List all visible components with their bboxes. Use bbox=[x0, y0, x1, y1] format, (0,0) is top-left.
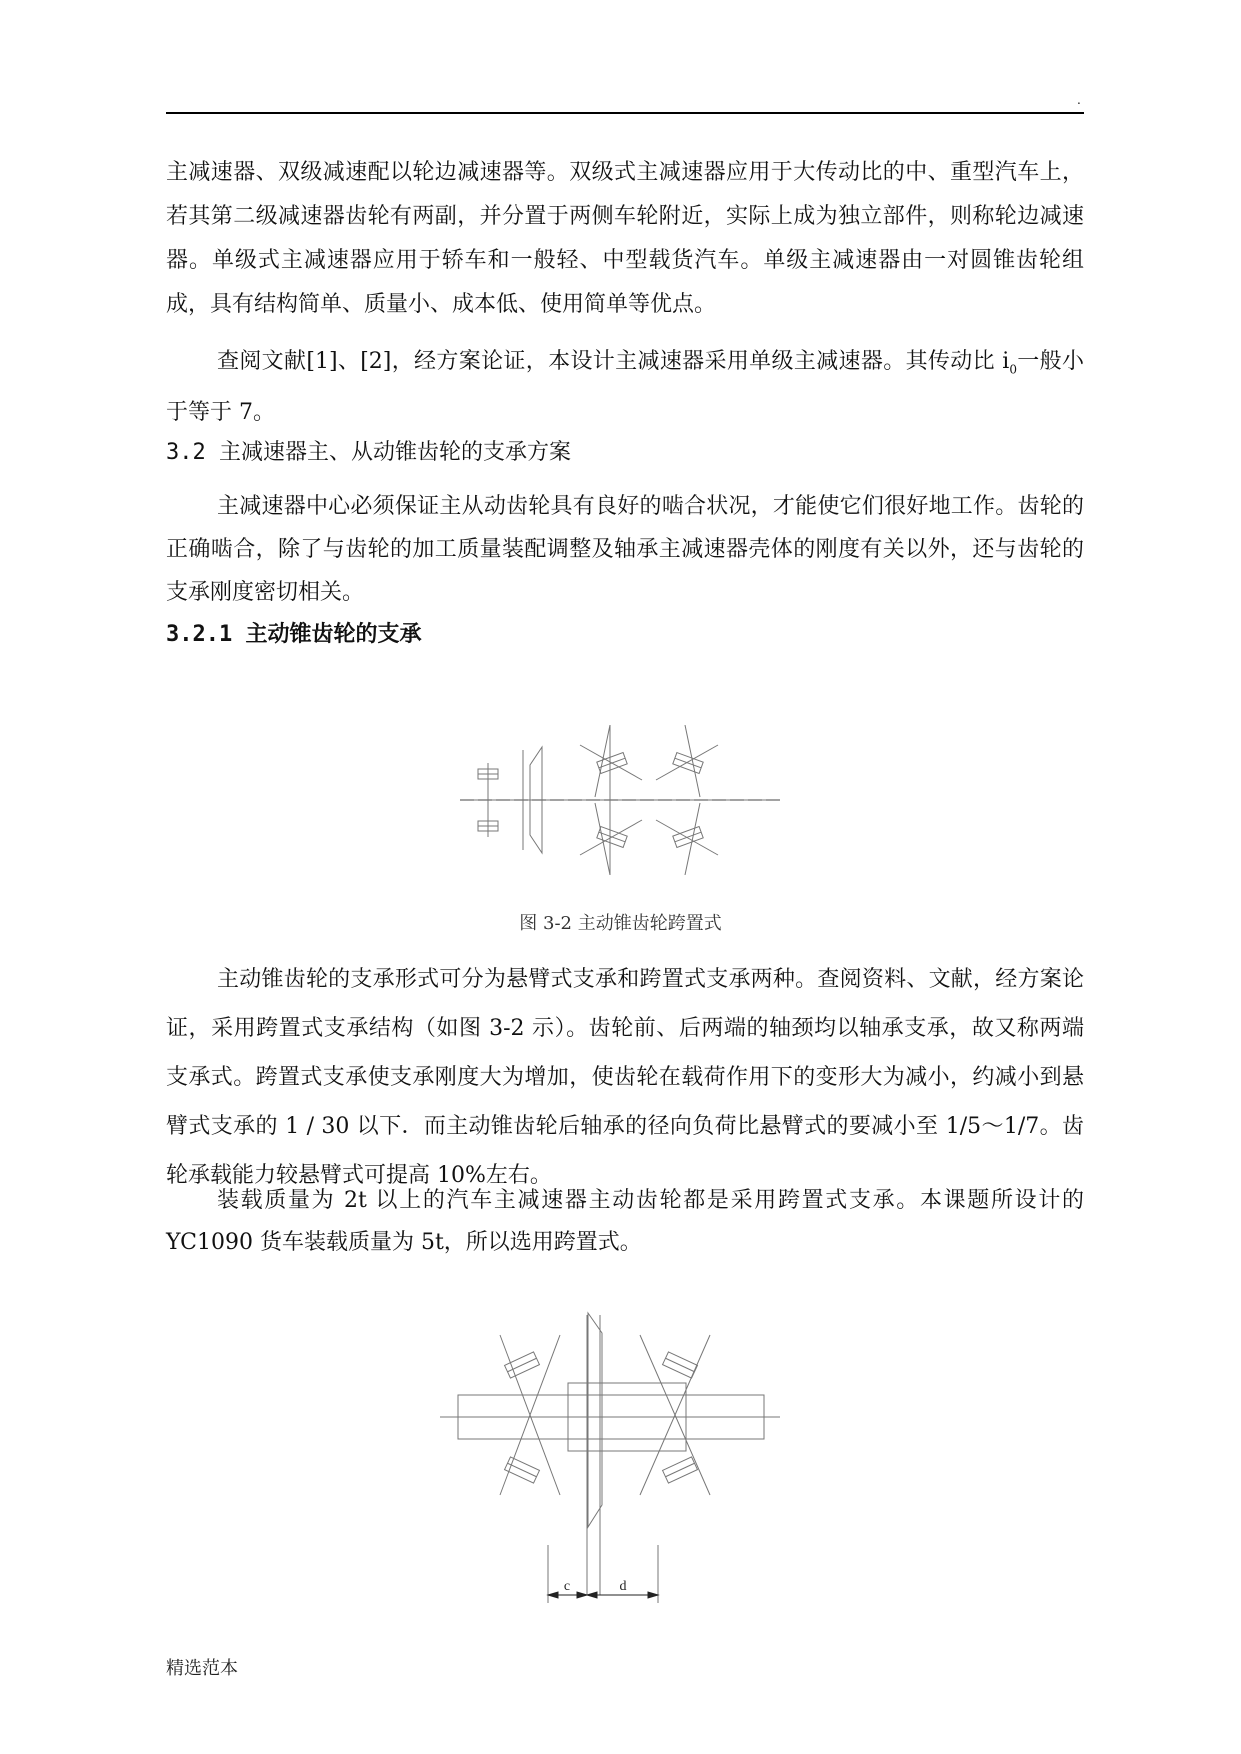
ratio-subscript: 0 bbox=[1009, 362, 1017, 377]
paragraph-1: 主减速器、双级减速配以轮边减速器等。双级式主减速器应用于大传动比的中、重型汽车上，若其第二级减速器齿轮有两副，并分置于两侧车轮附近，实际上成为独立部件，则称轮边减速器。单级式主减速器应用于轿车和一般轻、中型载货汽车。单级主减速器由一对圆锥齿轮组成，具有结构简单、质量小、成本低、使用简单等优点。 bbox=[166, 160, 1084, 317]
figure-caption: 图 3-2 主动锥齿轮跨置式 bbox=[519, 913, 722, 934]
paragraph-4: 主动锥齿轮的支承形式可分为悬臂式支承和跨置式支承两种。查阅资料、文献，经方案论证，采用跨置式支承结构（如图 3-2 示）。齿轮前、后两端的轴颈均以轴承支承，故又称两端支承式。跨置式支承使支承刚度大为增加，使齿轮在载荷作用下的变形大为减小，约减小到悬臂式支承的 1 / 30 以下．而主动锥齿轮后轴承的径向负荷比悬臂式的要减小至 1/5～1/7。齿轮承载能力较悬臂式可提高 10%左右。 bbox=[166, 967, 1084, 1188]
dimension-label-c: c bbox=[563, 1579, 571, 1594]
figure-straddle-mounting bbox=[460, 725, 780, 875]
footer-text: 精选范本 bbox=[166, 1658, 238, 1679]
section-heading-3-2-1: 3.2.1 主动锥齿轮的支承 bbox=[166, 622, 422, 647]
paragraph-3: 主减速器中心必须保证主从动齿轮具有良好的啮合状况，才能使它们很好地工作。齿轮的正确啮合，除了与齿轮的加工质量装配调整及轴承主减速器壳体的刚度有关以外，还与齿轮的支承刚度密切相关。 bbox=[166, 494, 1084, 605]
header-mark: . bbox=[1077, 93, 1081, 107]
paragraph-2-text-b: 一般小于等于 7。 bbox=[166, 349, 1084, 426]
section-heading-3-2: 3.2 主减速器主、从动锥齿轮的支承方案 bbox=[166, 440, 571, 465]
paragraph-2-text-a: 查阅文献[1]、[2]，经方案论证，本设计主减速器采用单级主减速器。其传动比 i bbox=[217, 349, 1010, 374]
dimension-label-d: d bbox=[619, 1579, 627, 1594]
figure-straddle-dimensions bbox=[440, 1305, 780, 1605]
paragraph-5: 装载质量为 2t 以上的汽车主减速器主动齿轮都是采用跨置式支承。本课题所设计的 YC1090 货车装载质量为 5t，所以选用跨置式。 bbox=[166, 1188, 1084, 1255]
paragraph-2 bbox=[166, 340, 1084, 435]
header-rule bbox=[166, 112, 1084, 114]
